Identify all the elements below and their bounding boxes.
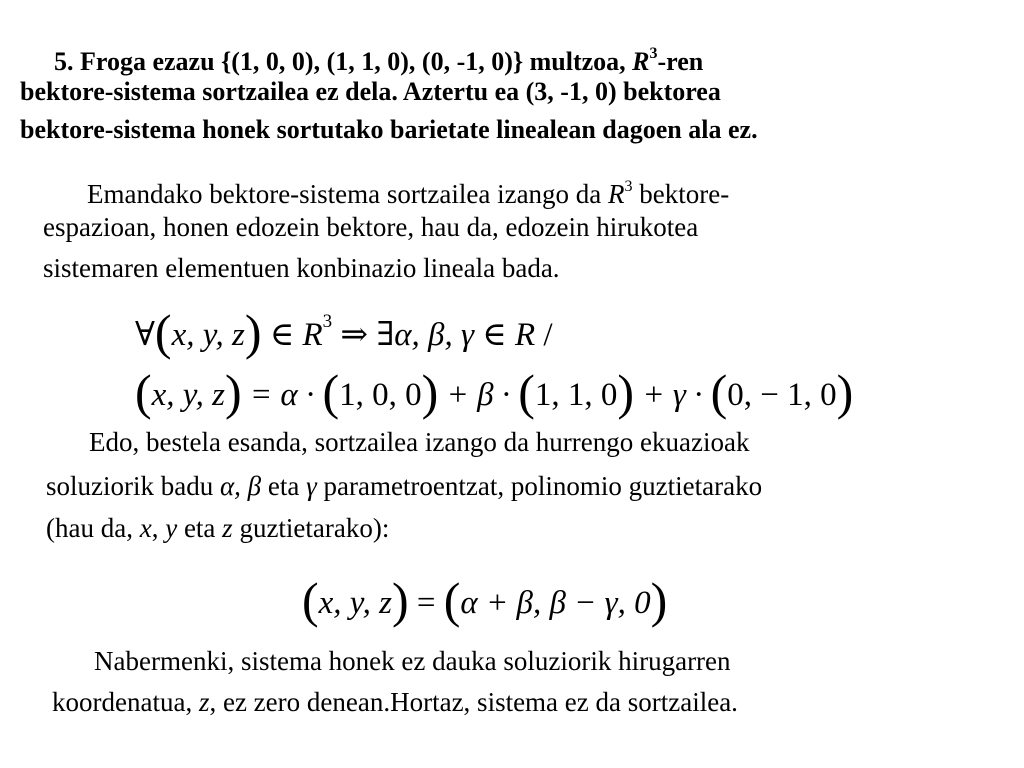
eq3-paren-2-left: ( — [443, 572, 461, 628]
problem-R: R — [632, 47, 650, 76]
para2-z: z — [222, 513, 233, 543]
eq2-plus-gamma: + γ · — [634, 377, 711, 413]
eq2-vector-1: 1, 0, 0 — [339, 377, 422, 413]
para1-line-3: sistemaren elementuen konbinazio lineala bada. — [43, 253, 560, 283]
para2-line-3 — [46, 510, 389, 546]
eq2-paren-1-left: ( — [135, 364, 152, 420]
para2-line-2 — [46, 468, 762, 504]
para2-line-3-a: (hau da, — [46, 513, 140, 543]
eq3-paren-1-right: ) — [391, 572, 409, 628]
eq2-paren-4-right: ) — [836, 364, 854, 420]
such-that-slash: / — [535, 317, 553, 353]
eq2-plus-beta: + β · — [438, 377, 519, 413]
para2-line-2-b: eta — [261, 471, 307, 501]
problem-line-2: bektore-sistema sortzailea ez dela. Aztertu ea (3, -1, 0) bektorea — [20, 77, 721, 106]
para2-line-3-c: eta — [177, 513, 223, 543]
exists-symbol: ∃ — [376, 317, 395, 353]
eq2-paren-3-right: ) — [617, 364, 635, 420]
problem-line-3: bektore-sistema honek sortutako barietate linealean dagoen ala ez. — [20, 115, 758, 144]
problem-line-1-prefix: 5. Froga ezazu {(1, 0, 0), (1, 1, 0), (0, -1, 0)} multzoa, — [54, 47, 633, 76]
eq3-equals: = — [408, 585, 444, 621]
eq2-paren-2-right: ) — [421, 364, 439, 420]
problem-line-1-suffix: -ren — [657, 47, 704, 76]
eq2-paren-3-left: ( — [518, 364, 535, 420]
eq2-equals-alpha: = α · — [241, 377, 323, 413]
para3-line-2-a: koordenatua, — [52, 687, 199, 717]
para1-line-1-suffix: bektore- — [632, 179, 730, 209]
implies-symbol: ⇒ — [332, 317, 377, 353]
eq2-variables: x, y, z — [151, 377, 225, 413]
para3-line-2 — [52, 684, 738, 720]
para2-x: x — [139, 513, 152, 543]
para3-z: z — [198, 687, 210, 717]
para1-line-1 — [87, 169, 729, 212]
eq1-R-exponent: 3 — [322, 311, 333, 332]
eq3-paren-2-right: ) — [650, 572, 668, 628]
para1-line-1-prefix: Emandako bektore-sistema sortzailea izango da — [87, 179, 609, 209]
para2-alpha-beta: α, β — [219, 471, 262, 501]
para1-R: R — [608, 179, 625, 209]
eq3-paren-1-left: ( — [302, 572, 319, 628]
para3-line-1: Nabermenki, sistema honek ez dauka soluziorik hirugarren — [94, 646, 731, 676]
eq1-R: R — [302, 317, 323, 353]
para2-line-2-a: soluziorik badu — [46, 471, 220, 501]
problem-line-1 — [54, 36, 703, 79]
para1-line-2: espazioan, honen edozein bektore, hau da, edozein hirukotea — [43, 212, 699, 242]
para2-line-3-d: guztietarako): — [232, 513, 390, 543]
para2-line-1: Edo, bestela esanda, sortzailea izango da hurrengo ekuazioak — [89, 427, 750, 457]
equation-1-line — [135, 302, 553, 360]
eq1-left-paren: ( — [154, 304, 172, 360]
element-of-symbol-2: ∈ — [474, 317, 515, 353]
eq1-right-paren: ) — [244, 304, 262, 360]
para2-y: y — [165, 513, 178, 543]
para2-line-3-b: , — [151, 513, 166, 543]
equation-2-line — [135, 364, 854, 420]
eq3-variables: x, y, z — [318, 585, 392, 621]
para2-gamma: γ — [306, 471, 317, 501]
problem-R-exponent: 3 — [649, 45, 658, 62]
eq1-R-2: R — [514, 317, 536, 353]
eq2-paren-1-right: ) — [224, 364, 242, 420]
eq3-body: α + β, β − γ, 0 — [460, 585, 651, 621]
equation-3-line — [302, 572, 668, 628]
eq1-variables: x, y, z — [171, 317, 245, 353]
element-of-symbol: ∈ — [261, 317, 303, 353]
eq2-vector-2: 1, 1, 0 — [534, 377, 618, 413]
para1-R-exponent: 3 — [624, 178, 633, 195]
eq1-greek-parameters: α, β, γ — [394, 317, 474, 353]
eq2-paren-2-left: ( — [322, 364, 340, 420]
forall-symbol: ∀ — [135, 317, 155, 353]
eq2-vector-3: 0, − 1, 0 — [727, 377, 837, 413]
eq2-paren-4-left: ( — [710, 364, 728, 420]
para3-line-2-b: , ez zero denean.Hortaz, sistema ez da sortzailea. — [209, 687, 738, 717]
para2-line-2-c: parametroentzat, polinomio guztietarako — [316, 471, 763, 501]
